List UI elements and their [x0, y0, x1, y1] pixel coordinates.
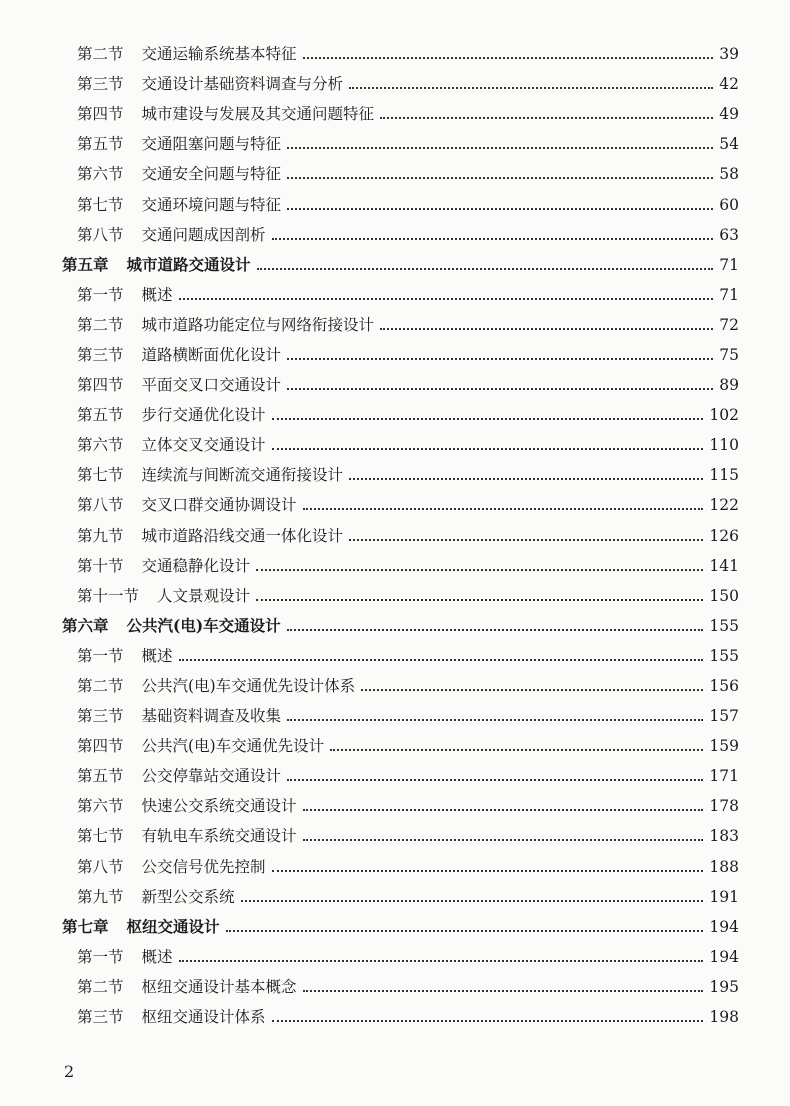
- toc-page-number: 159: [709, 737, 739, 756]
- toc-entry-title: 交通环境问题与特征: [141, 195, 282, 214]
- toc-page-number: 188: [709, 857, 739, 876]
- toc-entry-number: 第六章: [62, 615, 109, 635]
- toc-entry-title: 交叉口群交通协调设计: [141, 496, 297, 515]
- toc-entry-number: 第八节: [77, 857, 124, 876]
- toc-section-row[interactable]: [0, 129, 790, 159]
- dot-leader: [349, 478, 703, 480]
- toc-page-number: 194: [709, 917, 739, 936]
- toc-entry-title: 交通问题成因剖析: [141, 225, 266, 244]
- toc-entry-title: 城市道路功能定位与网络衔接设计: [141, 315, 375, 334]
- toc-entry-number: 第一节: [77, 947, 124, 966]
- dot-leader: [257, 268, 714, 270]
- toc-entry-title: 交通安全问题与特征: [141, 165, 282, 184]
- dot-leader: [303, 990, 704, 992]
- toc-entry-title: 概述: [141, 947, 173, 966]
- toc-entry-number: 第三节: [77, 345, 124, 364]
- toc-section-row[interactable]: [0, 69, 790, 99]
- toc-page-number: 115: [709, 466, 739, 485]
- toc-entry-title: 道路横断面优化设计: [141, 345, 282, 364]
- toc-entry-number: 第九节: [77, 526, 124, 545]
- toc-section-row[interactable]: [0, 340, 790, 370]
- toc-entry-title: 枢纽交通设计体系: [141, 1008, 266, 1027]
- toc-section-row[interactable]: [0, 701, 790, 731]
- toc-entry-number: 第七章: [62, 916, 109, 936]
- dot-leader: [179, 960, 704, 962]
- toc-section-row[interactable]: [0, 882, 790, 912]
- dot-leader: [272, 1020, 704, 1022]
- toc-page-number: 49: [719, 105, 739, 124]
- dot-leader: [226, 930, 704, 932]
- toc-section-row[interactable]: [0, 39, 790, 69]
- toc-entry-number: 第二节: [77, 315, 124, 334]
- toc-entry-title: 公交停靠站交通设计: [141, 767, 282, 786]
- toc-page-number: 191: [709, 887, 739, 906]
- toc-section-row[interactable]: [0, 731, 790, 761]
- toc-entry-number: 第八节: [77, 225, 124, 244]
- toc-section-row[interactable]: [0, 490, 790, 520]
- dot-leader: [380, 328, 713, 330]
- dot-leader: [241, 900, 704, 902]
- toc-entry-number: 第三节: [77, 1008, 124, 1027]
- toc-page-number: 157: [709, 707, 739, 726]
- dot-leader: [256, 599, 703, 601]
- toc-entry-title: 枢纽交通设计基本概念: [141, 977, 297, 996]
- toc-entry-number: 第二节: [77, 45, 124, 64]
- toc-entry-title: 交通设计基础资料调查与分析: [141, 75, 344, 94]
- toc-page-number: 155: [709, 616, 739, 635]
- toc-entry-number: 第四节: [77, 376, 124, 395]
- toc-entry-title: 公共汽(电)车交通优先设计: [141, 737, 325, 756]
- toc-entry-number: 第一节: [77, 285, 124, 304]
- toc-page-number: 60: [719, 195, 739, 214]
- toc-section-row[interactable]: [0, 671, 790, 701]
- dot-leader: [287, 629, 704, 631]
- toc-page-number: 71: [719, 285, 739, 304]
- dot-leader: [287, 177, 713, 179]
- toc-entry-number: 第四节: [77, 737, 124, 756]
- dot-leader: [303, 508, 704, 510]
- toc-section-row[interactable]: [0, 159, 790, 189]
- toc-section-row[interactable]: [0, 942, 790, 972]
- toc-page-number: 195: [709, 977, 739, 996]
- toc-entry-title: 城市道路交通设计: [126, 254, 251, 274]
- toc-page-number: 110: [709, 436, 739, 455]
- dot-leader: [361, 689, 703, 691]
- dot-leader: [272, 448, 704, 450]
- toc-section-row[interactable]: [0, 1002, 790, 1032]
- table-of-contents: [0, 39, 790, 1032]
- toc-page-number: 122: [709, 496, 739, 515]
- toc-page-number: 39: [719, 45, 739, 64]
- toc-section-row[interactable]: [0, 430, 790, 460]
- toc-page-number: 126: [709, 526, 739, 545]
- toc-section-row[interactable]: [0, 821, 790, 851]
- toc-section-row[interactable]: [0, 460, 790, 490]
- toc-page-number: 171: [709, 767, 739, 786]
- toc-entry-number: 第七节: [77, 827, 124, 846]
- toc-page-number: 183: [709, 827, 739, 846]
- dot-leader: [272, 418, 704, 420]
- dot-leader: [287, 388, 713, 390]
- toc-entry-number: 第五节: [77, 767, 124, 786]
- toc-section-row[interactable]: [0, 400, 790, 430]
- dot-leader: [179, 298, 714, 300]
- dot-leader: [287, 358, 713, 360]
- toc-page-number: 71: [719, 255, 739, 274]
- toc-entry-number: 第四节: [77, 105, 124, 124]
- dot-leader: [179, 659, 704, 661]
- toc-section-row[interactable]: [0, 189, 790, 219]
- toc-chapter-row[interactable]: [0, 250, 790, 280]
- toc-section-row[interactable]: [0, 852, 790, 882]
- toc-page-number: 42: [719, 75, 739, 94]
- toc-entry-number: 第六节: [77, 436, 124, 455]
- toc-section-row[interactable]: [0, 761, 790, 791]
- dot-leader: [272, 870, 704, 872]
- toc-section-row[interactable]: [0, 99, 790, 129]
- toc-page-number: 89: [719, 376, 739, 395]
- dot-leader: [287, 779, 703, 781]
- toc-entry-number: 第五章: [62, 254, 109, 274]
- toc-entry-title: 连续流与间断流交通衔接设计: [141, 466, 344, 485]
- dot-leader: [349, 87, 713, 89]
- toc-entry-number: 第八节: [77, 496, 124, 515]
- toc-page-number: 178: [709, 797, 739, 816]
- dot-leader: [256, 569, 703, 571]
- toc-entry-title: 概述: [141, 285, 173, 304]
- toc-entry-number: 第六节: [77, 797, 124, 816]
- toc-chapter-row[interactable]: [0, 912, 790, 942]
- toc-entry-number: 第七节: [77, 195, 124, 214]
- toc-entry-title: 枢纽交通设计: [126, 916, 220, 936]
- toc-entry-title: 概述: [141, 646, 173, 665]
- toc-section-row[interactable]: [0, 581, 790, 611]
- toc-entry-title: 步行交通优化设计: [141, 406, 266, 425]
- toc-section-row[interactable]: [0, 310, 790, 340]
- page-number: 2: [64, 1062, 75, 1081]
- toc-entry-title: 公共汽(电)车交通设计: [126, 615, 281, 635]
- toc-entry-number: 第三节: [77, 75, 124, 94]
- toc-page-number: 75: [719, 345, 739, 364]
- dot-leader: [303, 809, 704, 811]
- toc-entry-title: 基础资料调查及收集: [141, 707, 282, 726]
- toc-page-number: 156: [709, 677, 739, 696]
- toc-entry-title: 公共汽(电)车交通优先设计体系: [141, 677, 356, 696]
- toc-section-row[interactable]: [0, 641, 790, 671]
- toc-page-number: 194: [709, 947, 739, 966]
- toc-section-row[interactable]: [0, 551, 790, 581]
- toc-chapter-row[interactable]: [0, 611, 790, 641]
- toc-page-number: 155: [709, 646, 739, 665]
- toc-entry-title: 快速公交系统交通设计: [141, 797, 297, 816]
- toc-entry-number: 第九节: [77, 887, 124, 906]
- toc-entry-title: 交通运输系统基本特征: [141, 45, 297, 64]
- toc-entry-number: 第五节: [77, 406, 124, 425]
- toc-section-row[interactable]: [0, 220, 790, 250]
- toc-page-number: 54: [719, 135, 739, 154]
- dot-leader: [287, 719, 703, 721]
- toc-entry-number: 第一节: [77, 646, 124, 665]
- toc-page-number: 141: [709, 556, 739, 575]
- dot-leader: [287, 208, 713, 210]
- toc-entry-number: 第十节: [77, 556, 124, 575]
- toc-entry-title: 平面交叉口交通设计: [141, 376, 282, 395]
- toc-entry-title: 城市道路沿线交通一体化设计: [141, 526, 344, 545]
- toc-section-row[interactable]: [0, 791, 790, 821]
- toc-entry-number: 第二节: [77, 977, 124, 996]
- toc-entry-number: 第五节: [77, 135, 124, 154]
- dot-leader: [272, 238, 714, 240]
- dot-leader: [380, 117, 713, 119]
- toc-section-row[interactable]: [0, 521, 790, 551]
- toc-section-row[interactable]: [0, 370, 790, 400]
- toc-page-number: 150: [709, 586, 739, 605]
- toc-entry-title: 交通稳静化设计: [141, 556, 251, 575]
- toc-entry-number: 第七节: [77, 466, 124, 485]
- toc-entry-title: 有轨电车系统交通设计: [141, 827, 297, 846]
- dot-leader: [303, 839, 704, 841]
- toc-entry-title: 人文景观设计: [157, 586, 251, 605]
- toc-entry-title: 公交信号优先控制: [141, 857, 266, 876]
- toc-entry-title: 城市建设与发展及其交通问题特征: [141, 105, 375, 124]
- dot-leader: [287, 147, 713, 149]
- dot-leader: [330, 749, 703, 751]
- toc-entry-number: 第十一节: [77, 586, 140, 605]
- toc-page-number: 102: [709, 406, 739, 425]
- toc-page-number: 72: [719, 315, 739, 334]
- toc-entry-title: 立体交叉交通设计: [141, 436, 266, 455]
- toc-entry-title: 交通阻塞问题与特征: [141, 135, 282, 154]
- toc-page-number: 58: [719, 165, 739, 184]
- toc-section-row[interactable]: [0, 972, 790, 1002]
- toc-page-number: 63: [719, 225, 739, 244]
- dot-leader: [303, 57, 714, 59]
- dot-leader: [349, 539, 703, 541]
- toc-entry-title: 新型公交系统: [141, 887, 235, 906]
- toc-section-row[interactable]: [0, 280, 790, 310]
- toc-entry-number: 第二节: [77, 677, 124, 696]
- toc-entry-number: 第三节: [77, 707, 124, 726]
- toc-entry-number: 第六节: [77, 165, 124, 184]
- toc-page-number: 198: [709, 1008, 739, 1027]
